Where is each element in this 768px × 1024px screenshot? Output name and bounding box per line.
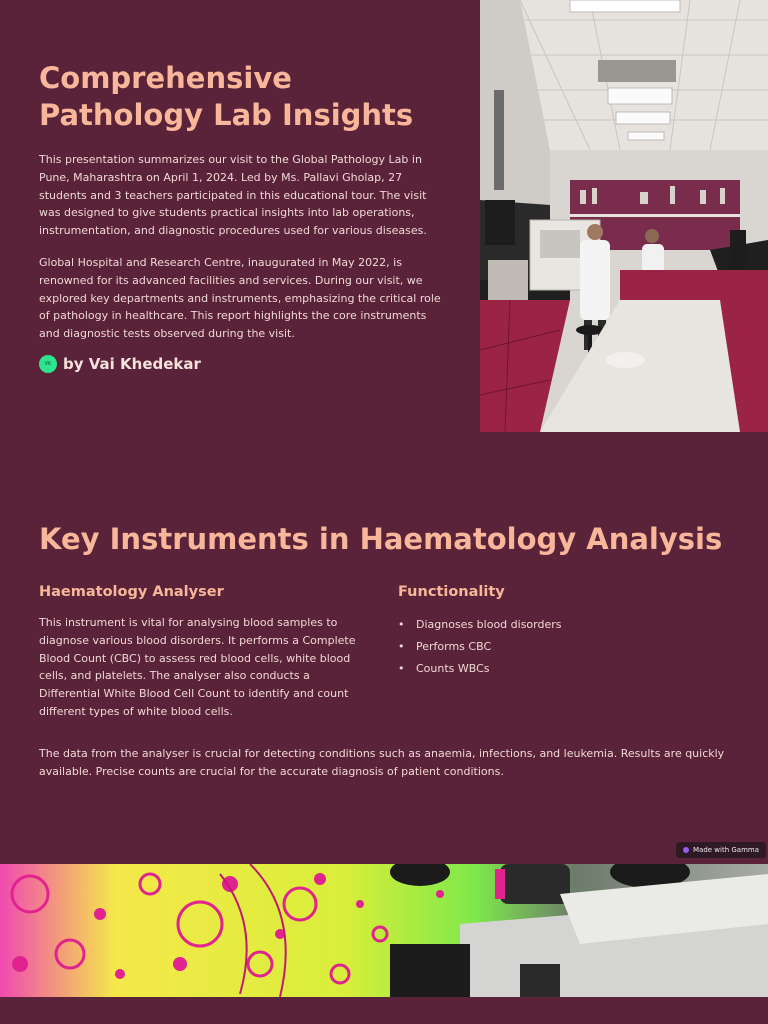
summary-paragraph: The data from the analyser is crucial for detecting conditions such as anaemia, infections, and leukemia. Results are quickly available. Precise counts are crucial for the accurate diagnosis of patient conditions.	[39, 747, 725, 778]
microscope-banner-image	[0, 864, 768, 997]
lab-photo-illustration	[480, 0, 768, 432]
made-with-gamma-badge[interactable]	[676, 842, 766, 858]
microscope-banner-illustration	[0, 864, 768, 997]
list-item: • Diagnoses blood disorders	[398, 614, 562, 636]
intro-paragraph-1: This presentation summarizes our visit to the Global Pathology Lab in Pune, Maharashtra on April 1, 2024. Led by Ms. Pallavi Gholap, 27 students and 3 teachers participated in this educational tour. The visit was designed to give students practical insights into lab operations, instrumentation, and diagnostic procedures used for various diseases.	[39, 153, 427, 238]
right-heading: Functionality	[398, 584, 505, 600]
gamma-logo-icon	[683, 847, 689, 853]
slide-intro	[0, 0, 768, 432]
lab-photo	[480, 0, 768, 432]
list-item: • Performs CBC	[398, 636, 562, 658]
section-title: Key Instruments in Haematology Analysis	[39, 522, 723, 556]
badge-label: Made with Gamma	[693, 846, 760, 854]
intro-paragraph-2: Global Hospital and Research Centre, inaugurated in May 2022, is renowned for its advanced facilities and services. During our visit, we explored key departments and instruments, emphasizing the critical role of pathology in healthcare. This report highlights the core instruments and diagnostic tests observed during the visit.	[39, 256, 441, 341]
analyser-description: This instrument is vital for analysing blood samples to diagnose various blood disorders. It performs a Complete Blood Count (CBC) to assess red blood cells, white blood cells, and platelets. The analyser also conducts a Differential White Blood Cell Count to identify and count different types of white blood cells.	[39, 616, 356, 718]
slide-instruments	[0, 432, 768, 864]
author-byline	[39, 355, 201, 373]
list-item: • Counts WBCs	[398, 658, 562, 680]
functionality-list	[398, 614, 562, 680]
page-title: Comprehensive Pathology Lab Insights	[39, 61, 414, 132]
left-heading: Haematology Analyser	[39, 584, 224, 600]
author-name: by Vai Khedekar	[63, 355, 201, 373]
avatar: VK	[39, 355, 57, 373]
